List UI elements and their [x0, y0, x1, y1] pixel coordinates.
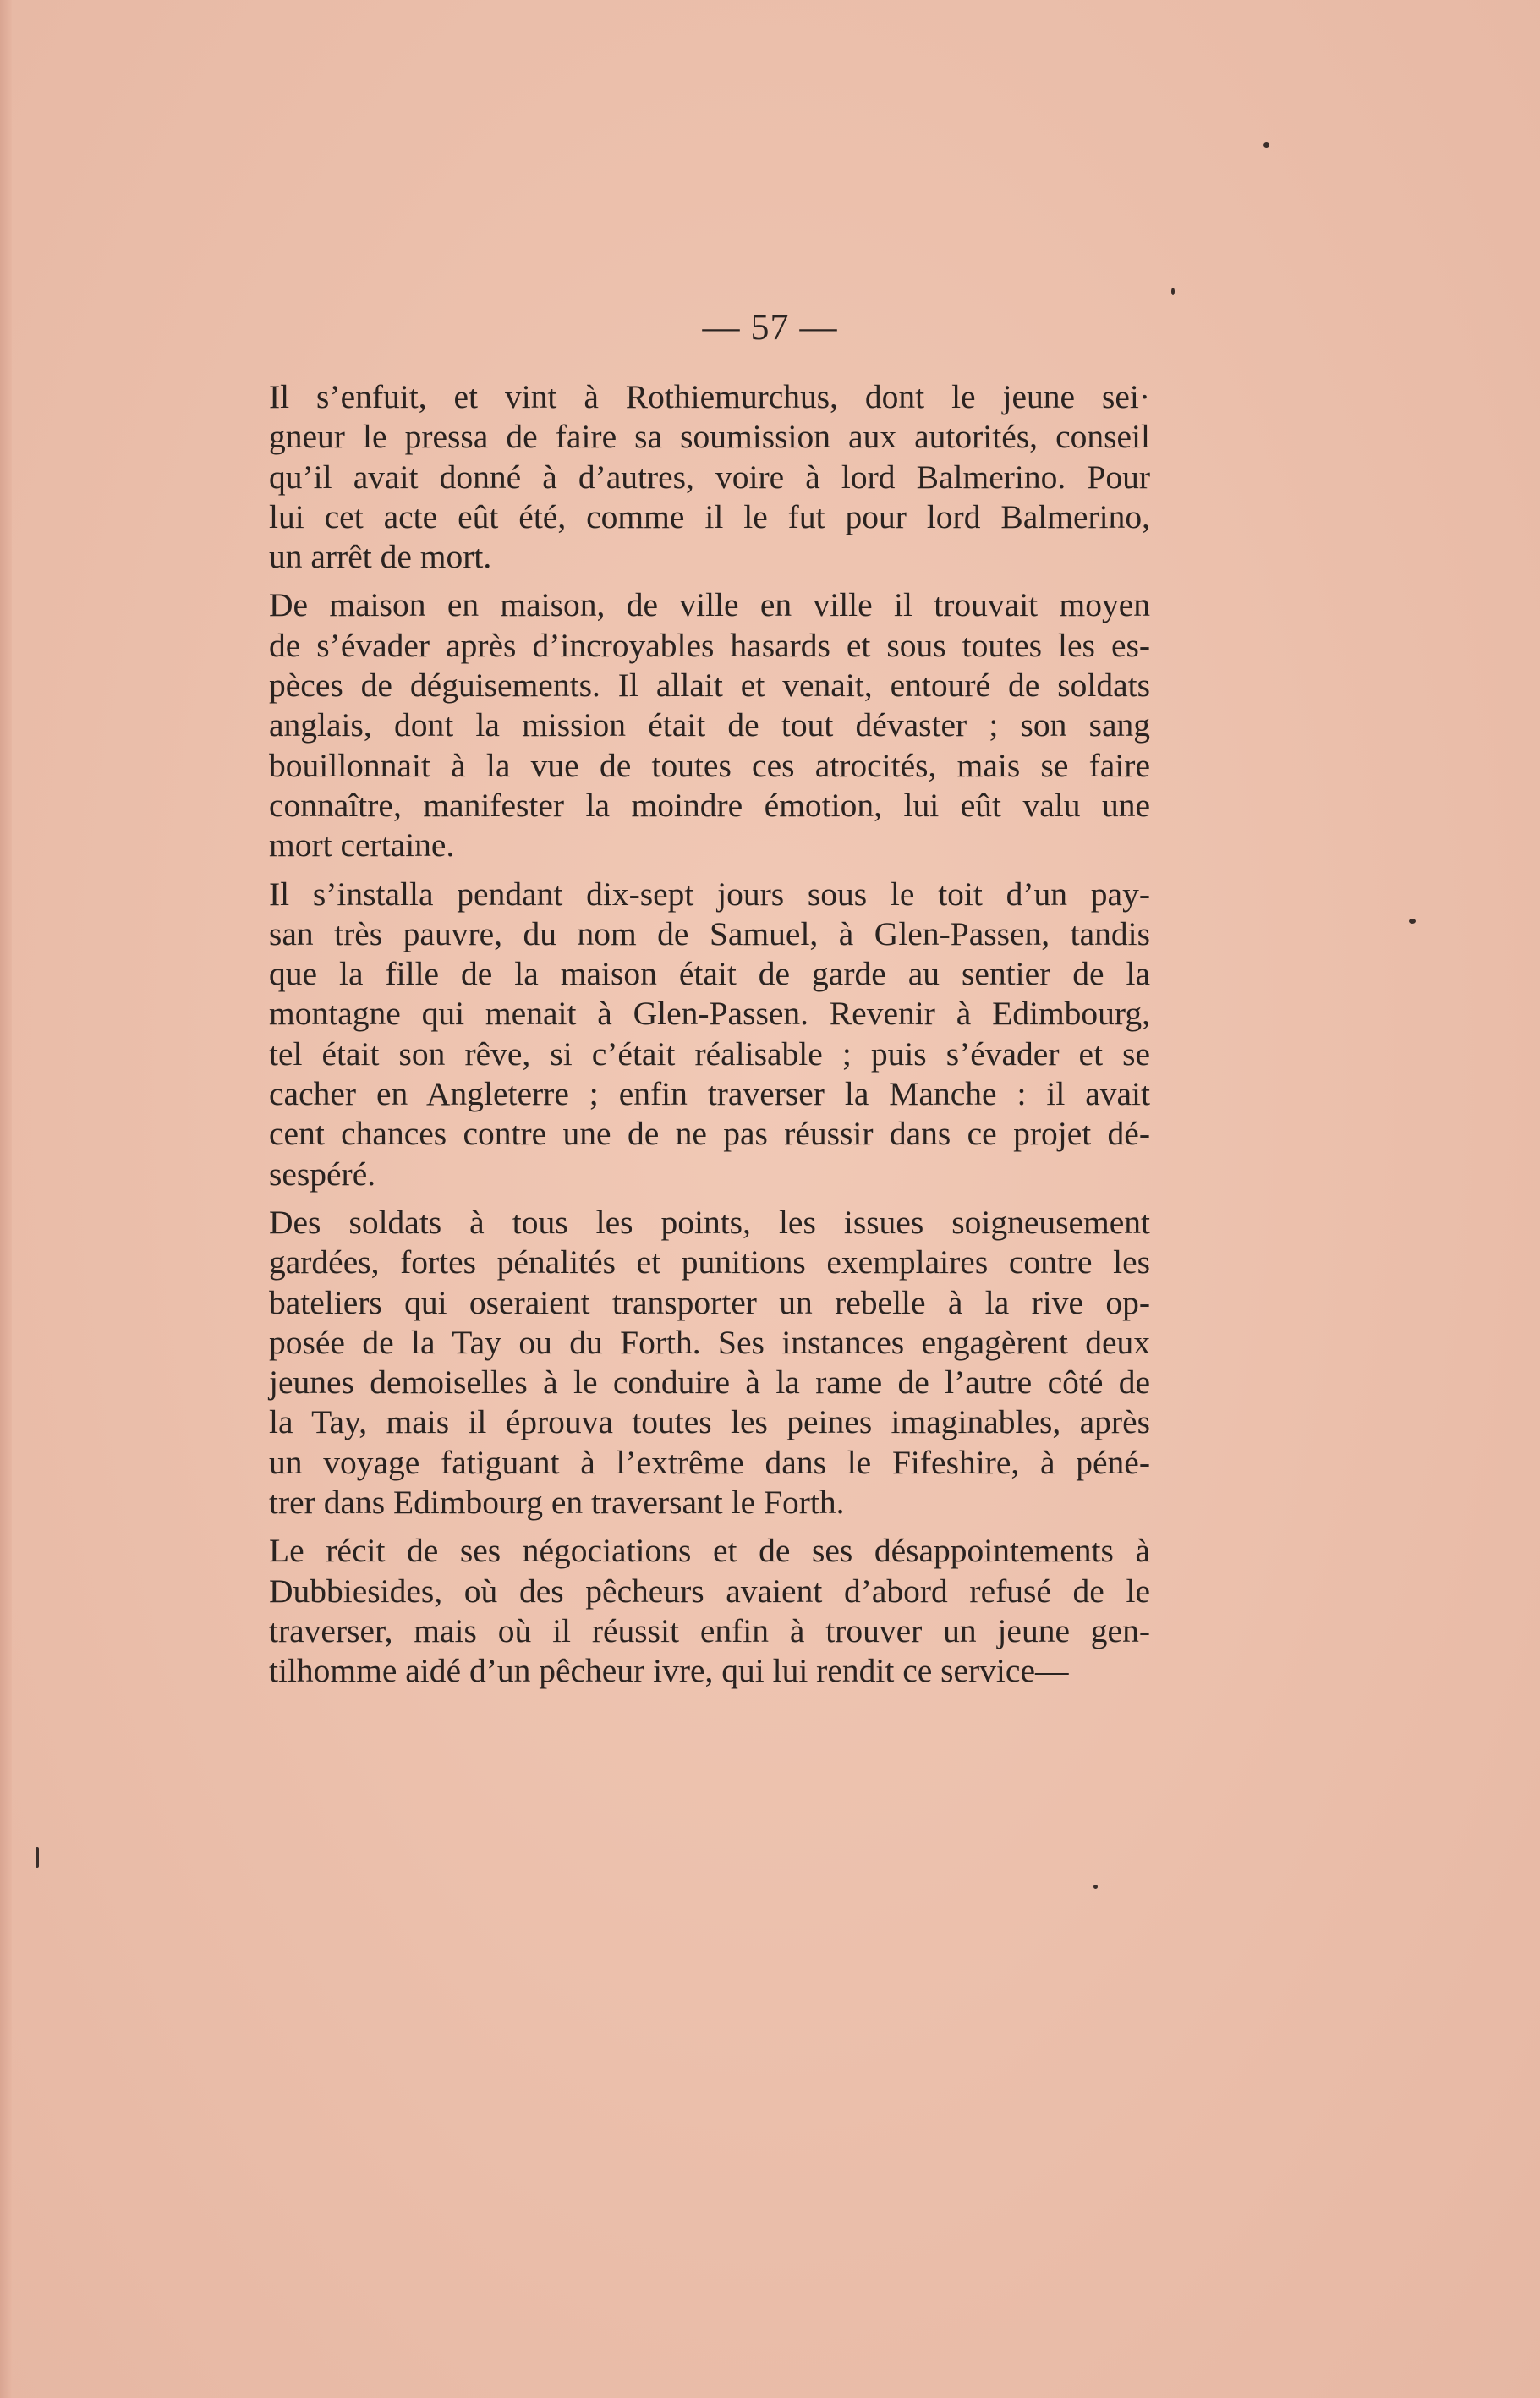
page-edge-shadow [0, 0, 12, 2398]
paragraph [238, 377, 1150, 577]
paper-speck [36, 1847, 39, 1868]
text-line: qu’il avait donné à d’autres, voire à lord Balmerino. Pour [269, 458, 1150, 496]
text-line: bateliers qui oseraient transporter un rebelle à la rive op- [269, 1283, 1150, 1321]
paragraph [238, 875, 1150, 1194]
text-line: Il s’installa pendant dix-sept jours sous le toit d’un pay- [269, 875, 1150, 913]
text-line: pèces de déguisements. Il allait et venait, entouré de soldats [269, 667, 1150, 705]
text-line: mort certaine. [269, 826, 455, 864]
text-line: anglais, dont la mission était de tout dévaster ; son sang [269, 706, 1150, 744]
paragraph [238, 1203, 1150, 1523]
paragraph [238, 585, 1150, 865]
paper-speck [1093, 1885, 1098, 1889]
text-line: jeunes demoiselles à le conduire à la rame de l’autre côté de [269, 1364, 1150, 1402]
text-line: que la fille de la maison était de garde au sentier de la [269, 955, 1150, 993]
paper-speck [1409, 919, 1416, 924]
text-line: cent chances contre une de ne pas réussir dans ce projet dé- [269, 1115, 1150, 1153]
text-line: tilhomme aidé d’un pêcheur ivre, qui lui rendit ce service— [269, 1652, 1069, 1690]
text-line: Des soldats à tous les points, les issues soigneusement [269, 1203, 1150, 1241]
text-line: posée de la Tay ou du Forth. Ses instances engagèrent deux [269, 1323, 1150, 1361]
text-line: trer dans Edimbourg en traversant le Forth. [269, 1484, 845, 1522]
text-line: de s’évader après d’incroyables hasards et sous toutes les es- [269, 626, 1150, 664]
text-line: un voyage fatiguant à l’extrême dans le Fifeshire, à péné- [269, 1443, 1150, 1481]
paper-speck [1263, 142, 1269, 148]
text-line: De maison en maison, de ville en ville il trouvait moyen [269, 586, 1150, 624]
text-line: Dubbiesides, où des pêcheurs avaient d’abord refusé de le [269, 1572, 1150, 1610]
text-line: un arrêt de mort. [269, 538, 492, 576]
text-line: tel était son rêve, si c’était réalisable ; puis s’évader et se [269, 1034, 1150, 1073]
page-number: — 57 — [702, 306, 838, 348]
text-line: cacher en Angleterre ; enfin traverser la Manche : il avait [269, 1075, 1150, 1113]
text-line: sespéré. [269, 1155, 376, 1193]
text-line: traverser, mais où il réussit enfin à trouver un jeune gen- [269, 1611, 1150, 1649]
text-line: san très pauvre, du nom de Samuel, à Glen-Passen, tandis [269, 914, 1150, 952]
text-line: Il s’enfuit, et vint à Rothiemurchus, dont le jeune sei· [269, 378, 1150, 415]
text-line: lui cet acte eût été, comme il le fut pour lord Balmerino, [269, 497, 1150, 535]
text-line: Le récit de ses négociations et de ses désappointements à [269, 1532, 1150, 1570]
paragraph [238, 1531, 1150, 1691]
text-line: connaître, manifester la moindre émotion, lui eût valu une [269, 786, 1150, 824]
paper-speck [1171, 288, 1175, 295]
body-text [238, 377, 1150, 1700]
text-line: gneur le pressa de faire sa soumission aux autorités, conseil [269, 418, 1150, 456]
text-line: bouillonnait à la vue de toutes ces atrocités, mais se faire [269, 746, 1150, 784]
text-line: montagne qui menait à Glen-Passen. Revenir à Edimbourg, [269, 995, 1150, 1033]
text-line: gardées, fortes pénalités et punitions exemplaires contre les [269, 1243, 1150, 1281]
text-line: la Tay, mais il éprouva toutes les peines imaginables, après [269, 1403, 1150, 1441]
